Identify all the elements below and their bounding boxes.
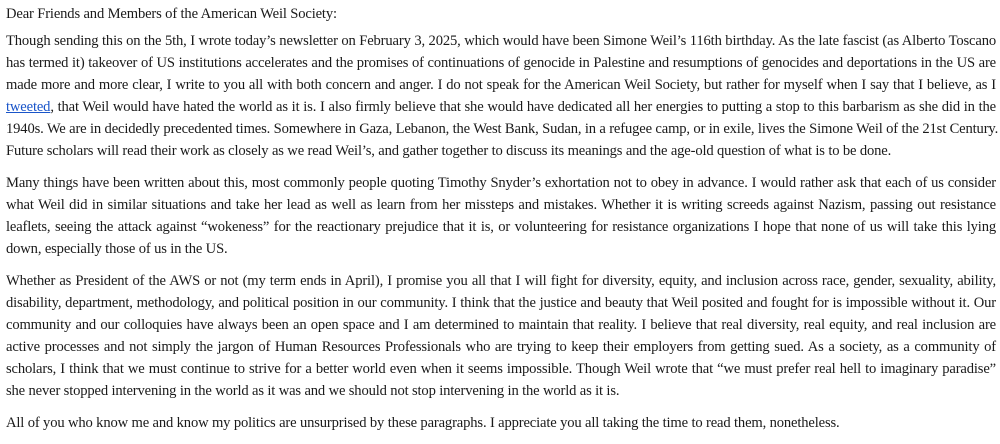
text-line: disability, department, methodology, and political position in our community. I think that the justice and beauty that Weil posited and fought for is impossible without it. Our: [6, 295, 996, 311]
text-line: 1940s. We are in decidedly precedented times. Somewhere in Gaza, Lebanon, the West Bank, Sudan, in a refugee camp, or in exile, lives the Simone Weil of the 21st Century.: [6, 121, 999, 137]
paragraph-1: [6, 30, 999, 162]
text-line: she never stopped intervening in the world as it was and we should not stop intervening in the world as it is.: [6, 383, 620, 399]
text-line: down, especially those of us in the US.: [6, 241, 228, 257]
tweeted-link[interactable]: tweeted: [6, 99, 51, 115]
text-line: active processes and not simply the jargon of Human Resources Professionals who are trying to keep their employers from getting sued. As a society, as a community of: [6, 339, 996, 355]
text-line: community and our colloquies have always been an open space and I am determined to maintain that reality. I believe that real diversity, real equity, and real inclusion are: [6, 317, 996, 333]
text-line: Many things have been written about this, most commonly people quoting Timothy Snyder’s exhortation not to obey in advance. I would rather ask that each of us consider: [6, 175, 996, 191]
text-line: has termed it) takeover of US institutions accelerates and the promises of continuations of genocide in Palestine and resumptions of genocides and deportations in the US are: [6, 55, 996, 71]
text-line: [6, 96, 996, 118]
text-line: made more and more clear, I write to you all with both concern and anger. I do not speak for the American Weil Society, but rather for myself when I say that I believe, as I: [6, 77, 996, 93]
text-line: scholars, I think that we must continue to strive for a better world even when it seems impossible. Though Weil wrote that “we must prefer real hell to imaginary paradise”: [6, 361, 996, 377]
text-line: what Weil did in similar situations and take her lead as well as learn from her missteps and mistakes. Whether it is writing screeds against Nazism, passing out resistance: [6, 197, 996, 213]
paragraph-3: [6, 270, 996, 402]
paragraph-2: [6, 172, 996, 260]
paragraph-4: [6, 412, 996, 434]
greeting: Dear Friends and Members of the American Weil Society:: [6, 6, 337, 22]
text-line: Future scholars will read their work as closely as we read Weil’s, and gather together to discuss its meanings and the age-old question of what is to be done.: [6, 143, 892, 159]
text-line: Though sending this on the 5th, I wrote today’s newsletter on February 3, 2025, which would have been Simone Weil’s 116th birthday. As the late fascist (as Alberto Toscano: [6, 33, 996, 49]
text-fragment: , that Weil would have hated the world as it is. I also firmly believe that she would have dedicated all her energies to putting a stop to this barbarism as she did in the: [50, 99, 996, 115]
text-line: Whether as President of the AWS or not (my term ends in April), I promise you all that I will fight for diversity, equity, and inclusion across race, gender, sexuality, ability,: [6, 273, 996, 289]
text-line: leaflets, seeing the attack against “wokeness” for the reactionary prejudice that it is, or volunteering for resistance organizations I hope that none of us will take this lying: [6, 219, 996, 235]
text-line: All of you who know me and know my politics are unsurprised by these paragraphs. I appreciate you all taking the time to read them, nonetheless.: [6, 415, 840, 431]
newsletter-body: [6, 3, 999, 444]
